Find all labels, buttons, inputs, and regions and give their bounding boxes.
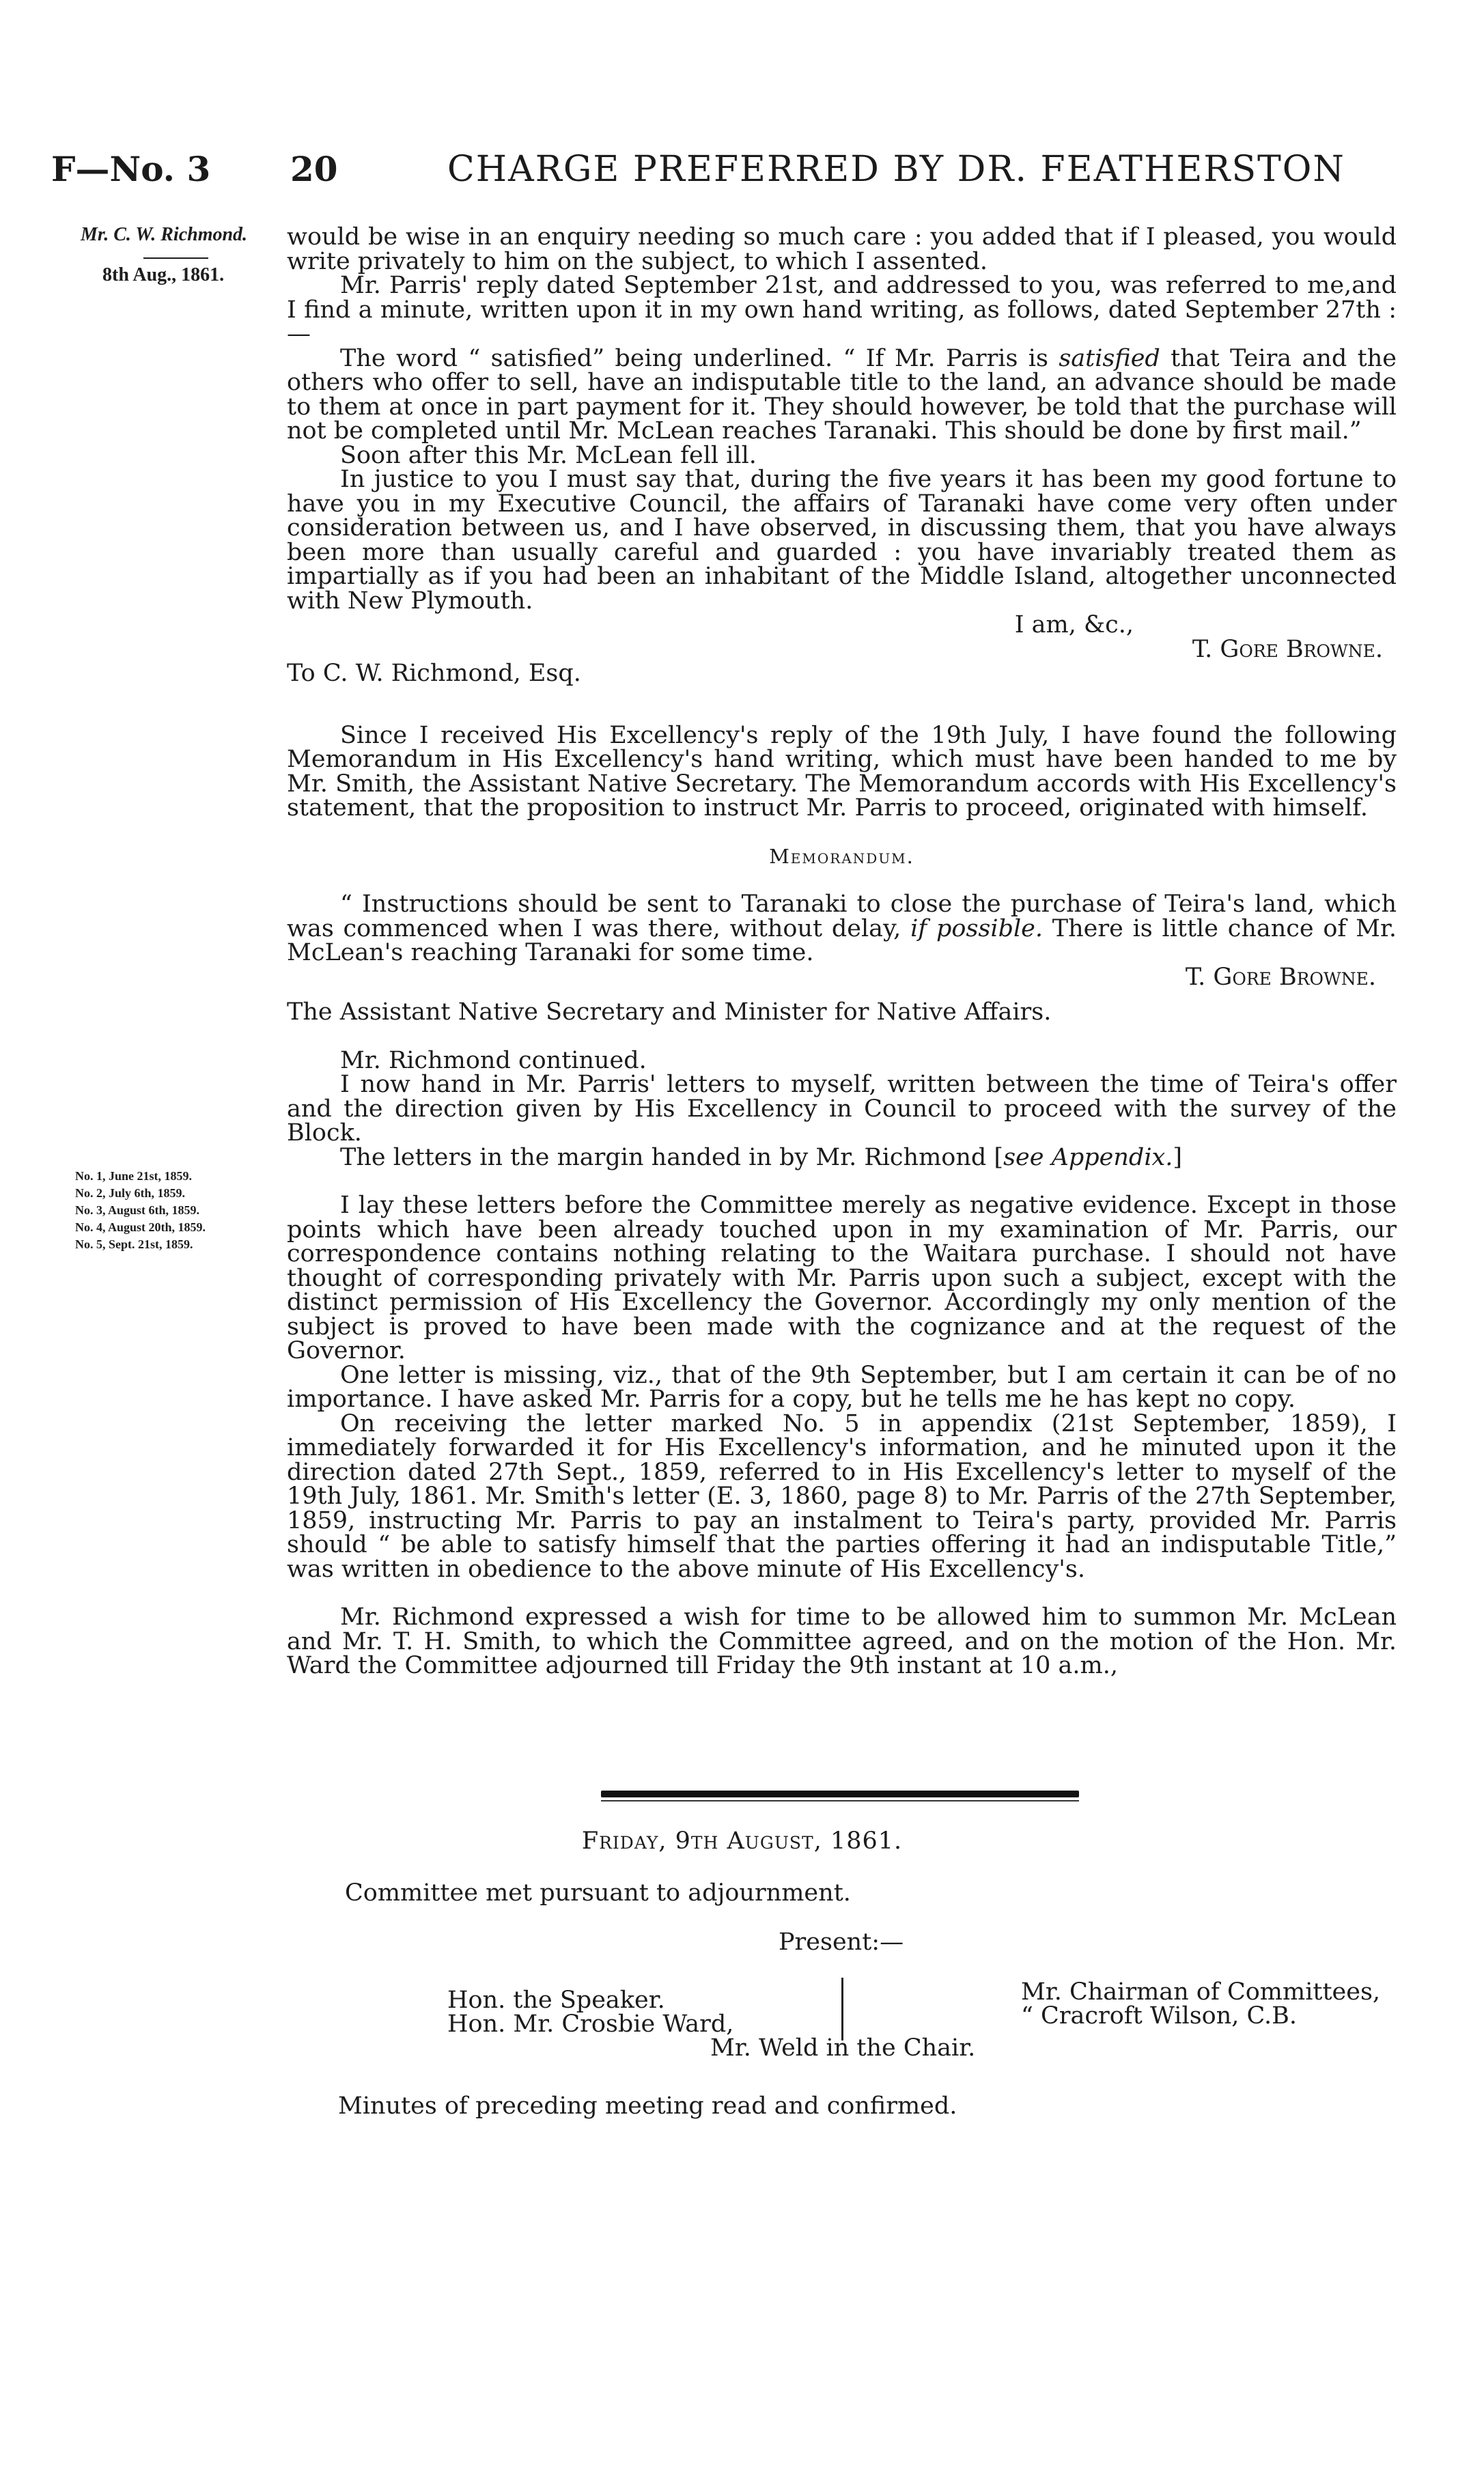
continued-paragraph: I lay these letters before the Committee merely as negative evidence. Except in those points which have been already touched upon in my examination of Mr. Parris, our correspondence contains nothing relating to the Waitara purchase. I should not have thought of corresponding privately with Mr. Parris upon such a subject, except with the distinct permission of His Excellency the Governor. Accordingly my only mention of the subject is proved to have been made with the cognizance and at the request of the Governor. [287, 1192, 1397, 1364]
body-text [287, 225, 1397, 1679]
attendee: “ Cracroft Wilson, C.B. [1021, 2002, 1298, 2030]
meeting-date: Friday, 9th August, 1861. [581, 1827, 903, 1855]
margin-date: 8th Aug., 1861. [102, 264, 225, 285]
intro-paragraph: Since I received His Excellency's reply of the 19th July, I have found the following Memorandum in His Excellency's hand writing, which must have been handed to me by Mr. Smith, the Assistant Native Secretary. The Memorandum accords with His Excellency's statement, that the proposition to instruct Mr. Parris to proceed, originated with himself. [287, 721, 1397, 822]
letter-paragraph: Mr. Parris' reply dated September 21st, and addressed to you, was referred to me,and I find a minute, written upon it in my own hand writing, as follows, dated September 27th :— [287, 272, 1397, 348]
margin-letter: No. 3, August 6th, 1859. [75, 1203, 200, 1217]
paper-series: F—No. 3 [51, 149, 211, 189]
continued-paragraph: On receiving the letter marked No. 5 in appendix (21st September, 1859), I immediately forwarded it for His Excellency's information, and he minuted upon it the direction dated 27th Sept., 1859, referred to in His Excellency's letter to myself of the 19th July, 1861. Mr. Smith's letter (E. 3, 1860, page 8) to Mr. Parris of the 27th September, 1859, instructing Mr. Parris to pay an instalment to Teira's party, provided Mr. Parris should “ be able to satisfy himself that the parties offering it had an indisputable Title,” was written in obedience to the above minute of His Excellency's. [287, 1410, 1397, 1583]
margin-letter-list [75, 1168, 206, 1253]
memorandum-text: “ Instructions should be sent to Taranaki to close the purchase of Teira's land, which was commenced when I was there, without delay, if possible. There is little chance of Mr. McLean's reaching Taranaki for some time. [287, 891, 1397, 966]
continued-paragraph: One letter is missing, viz., that of the 9th September, but I am certain it can be of no importance. I have asked Mr. Parris for a copy, but he tells me he has kept no copy. [287, 1361, 1397, 1413]
letter-addressee: To C. W. Richmond, Esq. [287, 660, 581, 687]
letter-paragraph: would be wise in an enquiry needing so much care : you added that if I pleased, you would write privately to him on the subject, to which I assented. [287, 223, 1397, 275]
letter-paragraph: Soon after this Mr. McLean fell ill. [340, 441, 757, 469]
page-title: CHARGE PREFERRED BY DR. FEATHERSTON [447, 149, 1345, 190]
minutes-line: Minutes of preceding meeting read and confirmed. [338, 2092, 957, 2120]
adjournment-paragraph: Mr. Richmond expressed a wish for time to be allowed him to summon Mr. McLean and Mr. T. H. Smith, to which the Committee agreed, and on the motion of the Hon. Mr. Ward the Committee adjourned till Friday the 9th instant at 10 a.m., [287, 1603, 1397, 1679]
memorandum-heading: Memorandum. [769, 844, 914, 868]
margin-speaker: Mr. C. W. Richmond. [81, 224, 248, 245]
margin-letter: No. 4, August 20th, 1859. [75, 1220, 206, 1234]
continued-paragraph: Mr. Richmond continued. [340, 1046, 647, 1074]
chair-line: Mr. Weld in the Chair. [710, 2034, 976, 2062]
margin-letter: No. 1, June 21st, 1859. [75, 1169, 193, 1183]
section-divider-rule [601, 1800, 1079, 1801]
attendee-brace [841, 1978, 843, 2041]
memorandum-signature: T. Gore Browne. [1185, 963, 1376, 991]
page-header [51, 149, 1444, 197]
attendees-right [1021, 1980, 1380, 2028]
margin-letter: No. 2, July 6th, 1859. [75, 1186, 186, 1200]
attendee: Hon. Mr. Crosbie Ward, [447, 2010, 734, 2038]
letter-paragraph: The word “ satisfied” being underlined. “ If Mr. Parris is satisfied that Teira and the others who offer to sell, have an indisputable title to the land, an advance should be made to them at once in part payment for it. They should however, be told that the purchase will not be completed until Mr. McLean reaches Taranaki. This should be done by first mail.” [287, 344, 1397, 445]
page-number: 20 [290, 149, 338, 189]
margin-letter: No. 5, Sept. 21st, 1859. [75, 1237, 193, 1251]
meeting-opening: Committee met pursuant to adjournment. [345, 1879, 851, 1907]
margin-rule [143, 257, 208, 259]
continued-paragraph: I now hand in Mr. Parris' letters to myself, written between the time of Teira's offer and the direction given by His Excellency in Council to proceed with the survey of the Block. [287, 1071, 1397, 1147]
memorandum-recipient: The Assistant Native Secretary and Minister for Native Affairs. [287, 998, 1052, 1026]
continued-paragraph: The letters in the margin handed in by Mr. Richmond [see Appendix.] [340, 1143, 1183, 1171]
section-divider [601, 1791, 1079, 1797]
present-label: Present:— [779, 1929, 904, 1956]
letter-paragraph: In justice to you I must say that, during the five years it has been my good fortune to have you in my Executive Council, the affairs of Taranaki have come very often under consideration between us, and I have observed, in discussing them, that you have always been more than usually careful and guarded : you have invariably treated them as impartially as if you had been an inhabitant of the Middle Island, altogether unconnected with New Plymouth. [287, 466, 1397, 615]
attendees-left [447, 1989, 733, 2036]
letter-signature: T. Gore Browne. [1192, 635, 1383, 663]
letter-closing: I am, &c., [1014, 611, 1134, 639]
attendee: Mr. Chairman of Committees, [1021, 1978, 1381, 2006]
attendee: Hon. the Speaker. [447, 1987, 665, 2014]
